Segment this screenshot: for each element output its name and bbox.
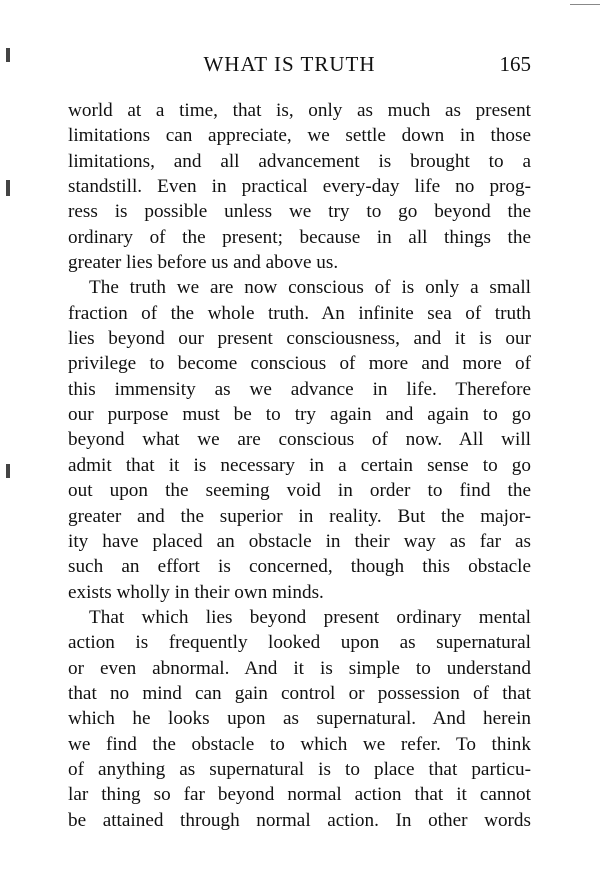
text-line: of anything as supernatural is to place that particu- [68, 758, 531, 780]
text-line: our purpose must be to try again and again to go [68, 404, 531, 426]
text-line: exists wholly in their own minds. [68, 581, 324, 603]
text-line: The truth we are now conscious of is only a small [89, 277, 531, 299]
text-line: privilege to become conscious of more and more of [68, 353, 531, 375]
text-line: standstill. Even in practical every-day life no prog- [68, 176, 531, 198]
text-line: this immensity as we advance in life. Therefore [68, 378, 531, 400]
text-line: action is frequently looked upon as supernatural [68, 632, 531, 654]
chapter-title: WHAT IS TRUTH [203, 52, 376, 76]
scan-gutter-mark [6, 464, 10, 478]
text-line: beyond what we are conscious of now. All will [68, 429, 531, 451]
text-line: greater and the superior in reality. But the major- [68, 505, 531, 527]
text-line: ress is possible unless we try to go beyond the [68, 201, 531, 223]
page-number: 165 [499, 52, 531, 76]
running-header [68, 52, 531, 82]
text-line: ity have placed an obstacle in their way as far as [68, 530, 531, 552]
text-line: lar thing so far beyond normal action that it cannot [68, 784, 531, 806]
text-line: which he looks upon as supernatural. And herein [68, 708, 531, 730]
text-line: lies beyond our present consciousness, and it is our [68, 328, 531, 350]
text-line: ordinary of the present; because in all things the [68, 226, 531, 248]
text-line: we find the obstacle to which we refer. To think [68, 733, 531, 755]
text-line: be attained through normal action. In other words [68, 809, 531, 831]
scan-gutter-mark [6, 180, 10, 196]
text-line: out upon the seeming void in order to find the [68, 480, 531, 502]
scan-gutter-mark [6, 48, 10, 62]
text-line: world at a time, that is, only as much as present [68, 100, 531, 121]
text-line: limitations can appreciate, we settle down in those [68, 125, 531, 147]
text-line: greater lies before us and above us. [68, 252, 339, 274]
text-line: limitations, and all advancement is brought to a [68, 150, 531, 172]
scan-edge-mark [570, 4, 600, 5]
body-text [68, 98, 531, 833]
text-line: such an effort is concerned, though this obstacle [68, 556, 531, 578]
text-line: That which lies beyond present ordinary mental [89, 606, 531, 628]
text-line: or even abnormal. And it is simple to understand [68, 657, 531, 679]
text-line: admit that it is necessary in a certain sense to go [68, 454, 531, 476]
text-line: that no mind can gain control or possession of that [68, 682, 531, 704]
text-line: fraction of the whole truth. An infinite sea of truth [68, 302, 531, 324]
